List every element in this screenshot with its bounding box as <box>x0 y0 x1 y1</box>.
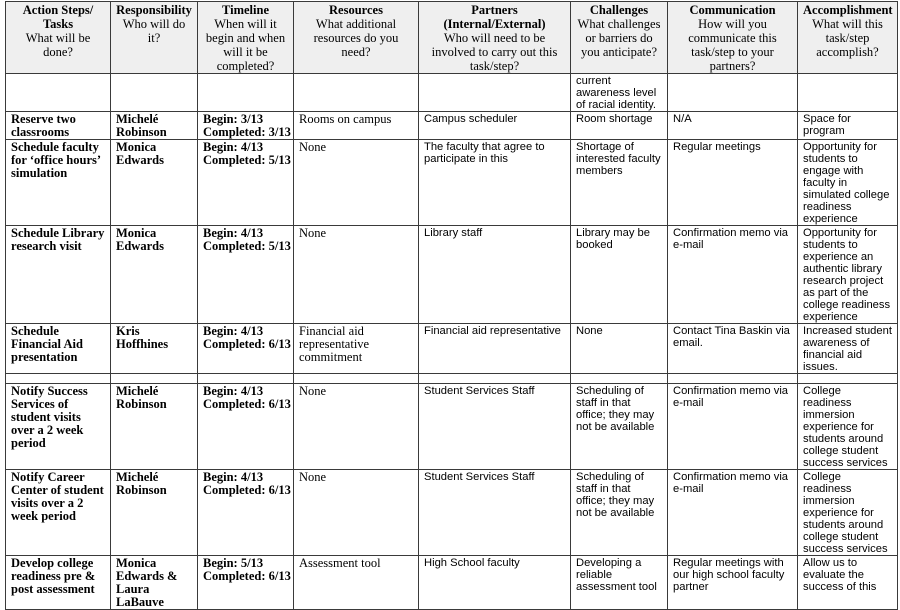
cell-task: Notify Career Center of student visits over a 2 week period <box>6 470 111 556</box>
cell-resources: None <box>294 140 419 226</box>
cell-resources: None <box>294 226 419 324</box>
header-subtitle: What additional resources do you need? <box>313 17 399 59</box>
table-row <box>6 140 898 226</box>
cell-accomplishment: Opportunity for students to experience an authentic library research project as part of the college readiness experience <box>798 226 898 324</box>
continuation-row <box>6 74 898 112</box>
cell-partners: High School faculty <box>419 556 571 610</box>
cell-task: Notify Success Services of student visits over a 2 week period <box>6 384 111 470</box>
cell-partners: Library staff <box>419 226 571 324</box>
table-row <box>6 556 898 610</box>
cell-resources <box>294 74 419 112</box>
cell-timeline <box>198 556 294 610</box>
cell-timeline <box>198 226 294 324</box>
header-title: Responsibility <box>116 3 192 17</box>
header-subtitle: What will be done? <box>25 31 91 59</box>
cell-accomplishment: Opportunity for students to engage with faculty in simulated college readiness experience <box>798 140 898 226</box>
header-subtitle: What will this task/step accomplish? <box>812 17 883 59</box>
header-timeline <box>198 2 294 74</box>
cell-timeline <box>198 112 294 140</box>
cell-accomplishment: Allow us to evaluate the success of this <box>798 556 898 610</box>
cell-communication: Confirmation memo via e-mail <box>668 384 798 470</box>
header-title: Timeline <box>222 3 269 17</box>
cell-timeline <box>198 384 294 470</box>
spacer-cell <box>198 374 294 384</box>
cell-partners: The faculty that agree to participate in this <box>419 140 571 226</box>
timeline-completed: Completed: 3/13 <box>203 125 291 139</box>
cell-timeline <box>198 324 294 374</box>
cell-responsibility: Michelé Robinson <box>111 112 198 140</box>
cell-task: Reserve two classrooms <box>6 112 111 140</box>
table-row <box>6 384 898 470</box>
timeline-completed: Completed: 6/13 <box>203 569 291 583</box>
spacer-cell <box>668 374 798 384</box>
cell-challenges: Scheduling of staff in that office; they may not be available <box>571 470 668 556</box>
cell-accomplishment: Increased student awareness of financial aid issues. <box>798 324 898 374</box>
cell-timeline <box>198 74 294 112</box>
table-row <box>6 226 898 324</box>
cell-task <box>6 74 111 112</box>
header-subtitle: When will it begin and when will it be completed? <box>205 17 286 73</box>
cell-resources: Assessment tool <box>294 556 419 610</box>
cell-challenges: Library may be booked <box>571 226 668 324</box>
timeline-completed: Completed: 5/13 <box>203 153 291 167</box>
cell-accomplishment <box>798 74 898 112</box>
header-row <box>6 2 898 74</box>
header-subtitle: Who will do it? <box>122 17 186 45</box>
timeline-begin: Begin: 4/13 <box>203 470 264 484</box>
cell-challenges: current awareness level of racial identity. <box>571 74 668 112</box>
cell-communication: Regular meetings <box>668 140 798 226</box>
cell-resources: Rooms on campus <box>294 112 419 140</box>
cell-challenges: Shortage of interested faculty members <box>571 140 668 226</box>
header-subtitle: Who will need to be involved to carry out this task/step? <box>431 31 558 73</box>
cell-accomplishment: College readiness immersion experience for students around college student success services <box>798 470 898 556</box>
cell-task: Schedule faculty for ‘office hours’ simulation <box>6 140 111 226</box>
cell-partners: Student Services Staff <box>419 470 571 556</box>
cell-responsibility: Monica Edwards <box>111 140 198 226</box>
cell-responsibility: Kris Hoffhines <box>111 324 198 374</box>
cell-challenges: Room shortage <box>571 112 668 140</box>
cell-partners: Campus scheduler <box>419 112 571 140</box>
header-subtitle: How will you communicate this task/step to your partners? <box>688 17 777 73</box>
timeline-begin: Begin: 5/13 <box>203 556 264 570</box>
table-row <box>6 324 898 374</box>
action-plan-table <box>5 1 898 610</box>
cell-resources: Financial aid representative commitment <box>294 324 419 374</box>
spacer-cell <box>6 374 111 384</box>
cell-responsibility: Monica Edwards <box>111 226 198 324</box>
cell-partners: Student Services Staff <box>419 384 571 470</box>
cell-timeline <box>198 140 294 226</box>
cell-communication: Confirmation memo via e-mail <box>668 226 798 324</box>
cell-partners <box>419 74 571 112</box>
header-challenges <box>571 2 668 74</box>
table-row <box>6 470 898 556</box>
cell-communication <box>668 74 798 112</box>
timeline-completed: Completed: 6/13 <box>203 397 291 411</box>
cell-task: Develop college readiness pre & post assessment <box>6 556 111 610</box>
spacer-cell <box>419 374 571 384</box>
header-title: Resources <box>329 3 383 17</box>
header-title: Action Steps/ Tasks <box>22 3 94 31</box>
timeline-begin: Begin: 4/13 <box>203 226 264 240</box>
spacer-cell <box>798 374 898 384</box>
header-communication <box>668 2 798 74</box>
cell-task: Schedule Financial Aid presentation <box>6 324 111 374</box>
cell-accomplishment: College readiness immersion experience for students around college student success services <box>798 384 898 470</box>
cell-communication: N/A <box>668 112 798 140</box>
cell-resources: None <box>294 384 419 470</box>
cell-communication: Contact Tina Baskin via email. <box>668 324 798 374</box>
timeline-completed: Completed: 6/13 <box>203 337 291 351</box>
header-accomplishment <box>798 2 898 74</box>
cell-communication: Regular meetings with our high school faculty partner <box>668 556 798 610</box>
cell-partners: Financial aid representative <box>419 324 571 374</box>
header-responsibility <box>111 2 198 74</box>
cell-responsibility: Michelé Robinson <box>111 470 198 556</box>
header-subtitle: What challenges or barriers do you anticipate? <box>577 17 661 59</box>
cell-challenges: Developing a reliable assessment tool <box>571 556 668 610</box>
cell-communication: Confirmation memo via e-mail <box>668 470 798 556</box>
header-title: Challenges <box>589 3 649 17</box>
table-row <box>6 112 898 140</box>
cell-responsibility: Monica Edwards & Laura LaBauve <box>111 556 198 610</box>
cell-timeline <box>198 470 294 556</box>
cell-resources: None <box>294 470 419 556</box>
cell-accomplishment: Space for program <box>798 112 898 140</box>
cell-challenges: None <box>571 324 668 374</box>
timeline-begin: Begin: 4/13 <box>203 384 264 398</box>
header-title: Communication <box>689 3 776 17</box>
header-partners <box>419 2 571 74</box>
spacer-cell <box>111 374 198 384</box>
spacer-cell <box>571 374 668 384</box>
timeline-begin: Begin: 3/13 <box>203 112 264 126</box>
cell-challenges: Scheduling of staff in that office; they may not be available <box>571 384 668 470</box>
timeline-begin: Begin: 4/13 <box>203 324 264 338</box>
spacer-cell <box>294 374 419 384</box>
header-title: Accomplishment <box>803 3 893 17</box>
timeline-completed: Completed: 6/13 <box>203 483 291 497</box>
timeline-completed: Completed: 5/13 <box>203 239 291 253</box>
spacer-row <box>6 374 898 384</box>
cell-responsibility: Michelé Robinson <box>111 384 198 470</box>
cell-responsibility <box>111 74 198 112</box>
cell-task: Schedule Library research visit <box>6 226 111 324</box>
header-resources <box>294 2 419 74</box>
timeline-begin: Begin: 4/13 <box>203 140 264 154</box>
header-action-steps <box>6 2 111 74</box>
header-title: Partners (Internal/External) <box>443 3 546 31</box>
